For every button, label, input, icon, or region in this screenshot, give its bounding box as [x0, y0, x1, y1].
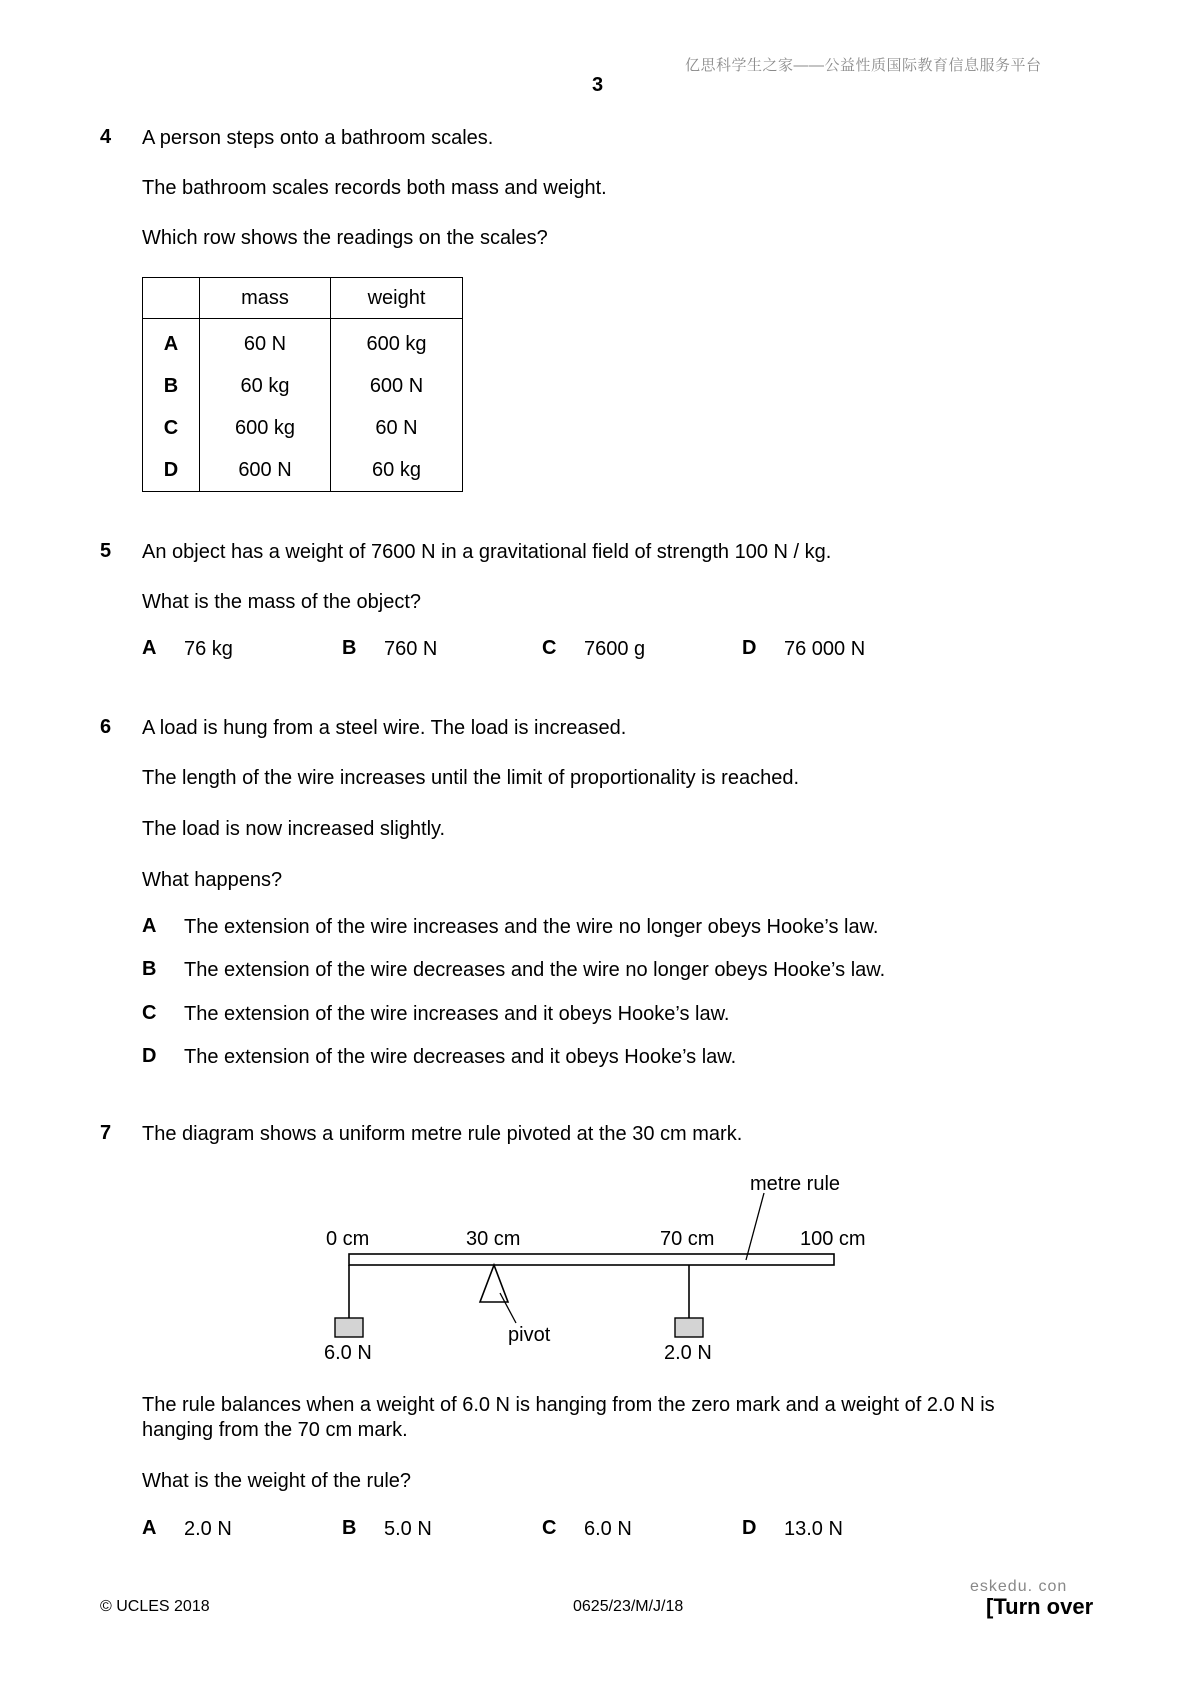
row-weight: 60 N [331, 407, 463, 449]
q7-option-d-letter: D [742, 1517, 757, 1539]
q7-option-c-letter: C [542, 1517, 557, 1539]
q7-option-c-text: 6.0 N [584, 1518, 632, 1540]
q4-line-2: The bathroom scales records both mass and weight. [142, 177, 607, 199]
row-mass: 600 kg [200, 407, 331, 449]
q4-line-1: A person steps onto a bathroom scales. [142, 127, 494, 149]
question-7-number: 7 [100, 1122, 112, 1144]
q5-option-a-letter: A [142, 637, 157, 659]
watermark-text: 亿思科学生之家——公益性质国际教育信息服务平台 [685, 57, 1042, 74]
label-100cm: 100 cm [800, 1228, 866, 1250]
q6-line-4: What happens? [142, 869, 283, 891]
question-5-number: 5 [100, 540, 112, 562]
q7-body-line-2: hanging from the 70 cm mark. [142, 1419, 408, 1441]
label-pivot: pivot [508, 1324, 551, 1346]
page-number: 3 [592, 74, 604, 96]
q7-option-b-letter: B [342, 1517, 357, 1539]
pivot-triangle [480, 1265, 508, 1302]
row-weight: 600 N [331, 365, 463, 407]
row-mass: 60 kg [200, 365, 331, 407]
q6-line-3: The load is now increased slightly. [142, 818, 446, 840]
q7-option-d-text: 13.0 N [784, 1518, 843, 1540]
footer-paper-code: 0625/23/M/J/18 [573, 1598, 684, 1615]
q5-option-d-text: 76 000 N [784, 638, 866, 660]
q5-option-c-text: 7600 g [584, 638, 646, 660]
q7-question: What is the weight of the rule? [142, 1470, 412, 1492]
q6-option-b-text: The extension of the wire decreases and the wire no longer obeys Hooke’s law. [184, 959, 886, 981]
label-70cm: 70 cm [660, 1228, 715, 1250]
q5-line-1: An object has a weight of 7600 N in a gravitational field of strength 100 N / kg. [142, 541, 832, 563]
q6-option-a-text: The extension of the wire increases and the wire no longer obeys Hooke’s law. [184, 916, 879, 938]
label-right-weight: 2.0 N [664, 1342, 712, 1364]
q7-intro: The diagram shows a uniform metre rule pivoted at the 30 cm mark. [142, 1123, 743, 1145]
q7-option-a-letter: A [142, 1517, 157, 1539]
left-weight-block [335, 1318, 363, 1337]
q6-option-d-letter: D [142, 1045, 157, 1067]
q7-option-b-text: 5.0 N [384, 1518, 432, 1540]
row-weight: 60 kg [331, 449, 463, 492]
q6-option-b-letter: B [142, 958, 157, 980]
eskedu-watermark: eskedu. con [970, 1578, 1068, 1595]
q5-option-d-letter: D [742, 637, 757, 659]
q6-option-c-letter: C [142, 1002, 157, 1024]
row-letter: B [143, 365, 200, 407]
turn-over-label: [Turn over [986, 1594, 1094, 1619]
row-mass: 600 N [200, 449, 331, 492]
row-mass: 60 N [200, 319, 331, 366]
table-header-mass: mass [200, 278, 331, 319]
question-4-number: 4 [100, 126, 112, 148]
q5-option-b-letter: B [342, 637, 357, 659]
label-30cm: 30 cm [466, 1228, 521, 1250]
q7-option-a-text: 2.0 N [184, 1518, 232, 1540]
q6-option-d-text: The extension of the wire decreases and it obeys Hooke’s law. [184, 1046, 737, 1068]
q6-option-a-letter: A [142, 915, 157, 937]
row-letter: C [143, 407, 200, 449]
q5-option-c-letter: C [542, 637, 557, 659]
q5-option-a-text: 76 kg [184, 638, 233, 660]
metre-rule-leader-line [746, 1193, 764, 1260]
row-letter: D [143, 449, 200, 492]
q5-option-b-text: 760 N [384, 638, 438, 660]
q4-line-3: Which row shows the readings on the scales? [142, 227, 548, 249]
q5-line-2: What is the mass of the object? [142, 591, 422, 613]
row-weight: 600 kg [331, 319, 463, 366]
q6-option-c-text: The extension of the wire increases and it obeys Hooke’s law. [184, 1003, 730, 1025]
row-letter: A [143, 319, 200, 366]
label-metre-rule: metre rule [750, 1173, 841, 1195]
question-6-number: 6 [100, 716, 112, 738]
q7-body-line-1: The rule balances when a weight of 6.0 N is hanging from the zero mark and a weight of 2.0 N is [142, 1394, 995, 1416]
q6-line-1: A load is hung from a steel wire. The load is increased. [142, 717, 627, 739]
label-left-weight: 6.0 N [324, 1342, 372, 1364]
metre-rule-bar [349, 1254, 834, 1265]
table-header-weight: weight [331, 278, 463, 319]
pivot-leader-line [500, 1293, 516, 1323]
label-0cm: 0 cm [326, 1228, 370, 1250]
q6-line-2: The length of the wire increases until the limit of proportionality is reached. [142, 767, 800, 789]
footer-copyright: © UCLES 2018 [100, 1598, 210, 1615]
right-weight-block [675, 1318, 703, 1337]
